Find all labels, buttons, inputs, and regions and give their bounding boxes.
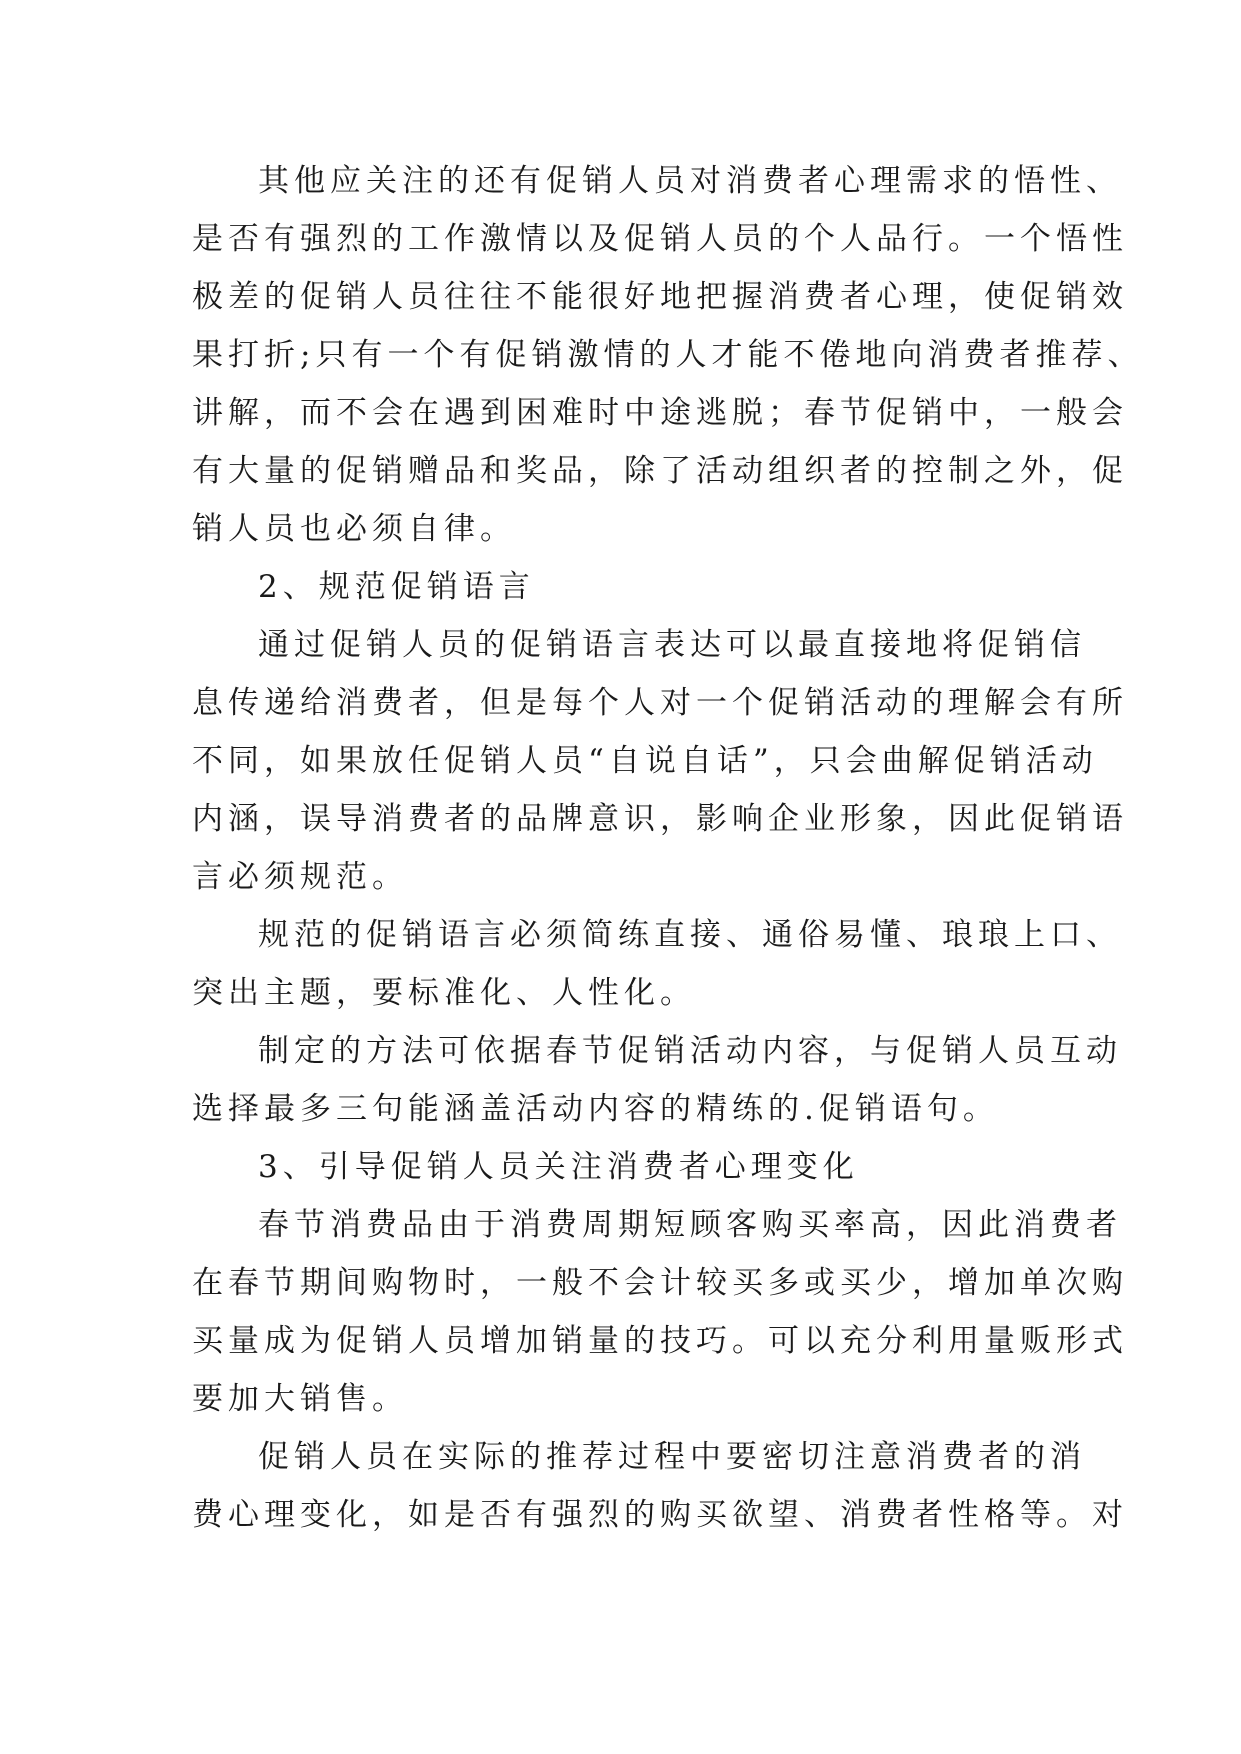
text-line: 其他应关注的还有促销人员对消费者心理需求的悟性、 — [258, 163, 1122, 199]
text-line: 突出主题，要标准化、人性化。 — [192, 975, 696, 1011]
paragraph — [192, 1428, 1128, 1544]
paragraph — [192, 1196, 1128, 1428]
text-line: 讲解，而不会在遇到困难时中途逃脱；春节促销中，一般会 — [192, 395, 1128, 431]
paragraph — [192, 152, 1144, 558]
section-heading — [192, 558, 1052, 616]
text-line: 言必须规范。 — [192, 859, 408, 895]
text-line: 不同，如果放任促销人员“自说自话”，只会曲解促销活动 — [192, 743, 1098, 779]
text-line: 通过促销人员的促销语言表达可以最直接地将促销信 — [258, 627, 1086, 663]
text-line: 规范的促销语言必须简练直接、通俗易懂、琅琅上口、 — [258, 917, 1122, 953]
text-line: 是否有强烈的工作激情以及促销人员的个人品行。一个悟性 — [192, 221, 1128, 257]
section-heading — [192, 1138, 1052, 1196]
text-line: 极差的促销人员往往不能很好地把握消费者心理，使促销效 — [192, 279, 1128, 315]
text-line: 要加大销售。 — [192, 1381, 408, 1417]
text-line: 销人员也必须自律。 — [192, 511, 516, 547]
text-line: 在春节期间购物时，一般不会计较买多或买少，增加单次购 — [192, 1265, 1128, 1301]
paragraph — [192, 1022, 1122, 1138]
text-line: 制定的方法可依据春节促销活动内容，与促销人员互动 — [258, 1033, 1122, 1069]
document-body — [192, 152, 1144, 1544]
heading-line: 2、规范促销语言 — [258, 569, 535, 605]
text-line: 内涵，误导消费者的品牌意识，影响企业形象，因此促销语 — [192, 801, 1128, 837]
text-line: 促销人员在实际的推荐过程中要密切注意消费者的消 — [258, 1439, 1086, 1475]
text-line: 买量成为促销人员增加销量的技巧。可以充分利用量贩形式 — [192, 1323, 1128, 1359]
text-line: 息传递给消费者，但是每个人对一个促销活动的理解会有所 — [192, 685, 1128, 721]
text-line: 费心理变化，如是否有强烈的购买欲望、消费者性格等。对 — [192, 1497, 1128, 1533]
text-line: 有大量的促销赠品和奖品，除了活动组织者的控制之外，促 — [192, 453, 1128, 489]
text-line: 选择最多三句能涵盖活动内容的精练的.促销语句。 — [192, 1091, 999, 1127]
paragraph — [192, 616, 1128, 906]
paragraph — [192, 906, 1122, 1022]
text-line: 春节消费品由于消费周期短顾客购买率高，因此消费者 — [258, 1207, 1122, 1243]
heading-line: 3、引导促销人员关注消费者心理变化 — [258, 1149, 859, 1185]
text-line: 果打折;只有一个有促销激情的人才能不倦地向消费者推荐、 — [192, 337, 1144, 373]
